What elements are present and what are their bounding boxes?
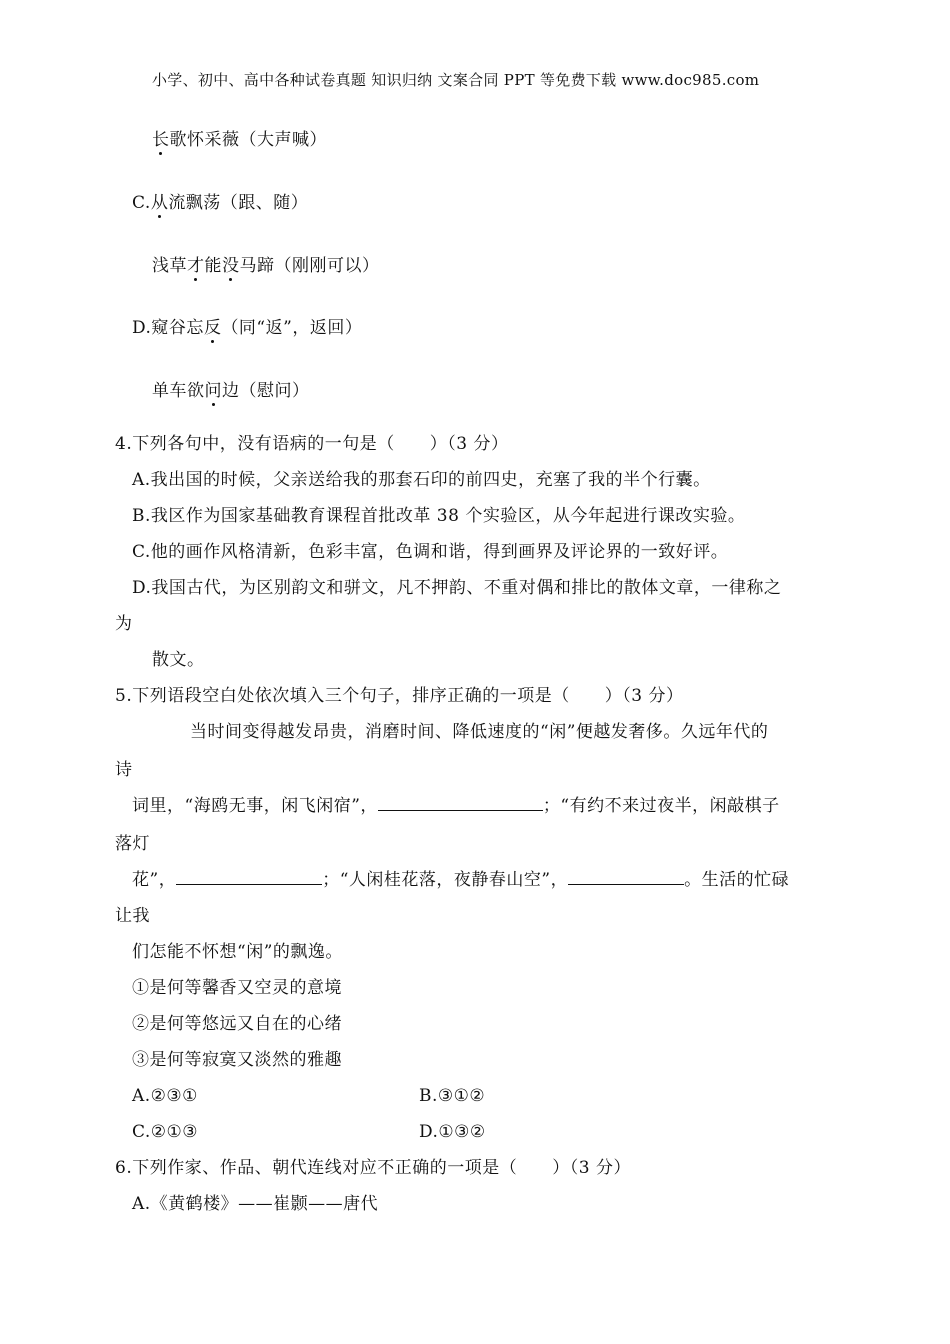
- q3-option-c-line2: 浅草才能没马蹄（刚刚可以）: [152, 256, 380, 276]
- emphasis-dot-char: 从: [150, 193, 169, 213]
- emphasis-dot-char: 才: [187, 256, 205, 276]
- q5-sentence-3: ③是何等寂寞又淡然的雅趣: [132, 1050, 342, 1070]
- q5-option-c: C.②①③: [132, 1122, 199, 1142]
- q3-option-d-line1: D.窥谷忘反（同“返”，返回）: [132, 318, 363, 338]
- q6-option-a: A.《黄鹤楼》——崔颢——唐代: [132, 1194, 379, 1214]
- q5-option-a: A.②③①: [132, 1086, 198, 1106]
- answer-blank: [378, 796, 543, 811]
- q4-option-c: C.他的画作风格清新，色彩丰富，色调和谐，得到画界及评论界的一致好评。: [132, 542, 729, 562]
- q3-option-c-line1: C.从流飘荡（跟、随）: [132, 193, 309, 213]
- q5-sentence-1: ①是何等馨香又空灵的意境: [132, 978, 342, 998]
- q5-stem: 5.下列语段空白处依次填入三个句子，排序正确的一项是（ ）（3 分）: [115, 686, 684, 706]
- q3-option-b-line2: 长歌怀采薇（大声喊）: [152, 130, 327, 150]
- q5-passage-line4: 们怎能不怀想“闲”的飘逸。: [132, 942, 343, 962]
- q4-stem: 4.下列各句中，没有语病的一句是（ ）（3 分）: [115, 434, 509, 454]
- q5-option-b: B.③①②: [419, 1086, 486, 1106]
- emphasis-dot-char: 反: [203, 318, 222, 338]
- q5-passage-line2-wrap: 落灯: [115, 834, 150, 854]
- q5-passage-line1-wrap: 诗: [115, 760, 133, 780]
- q5-passage-line1: 当时间变得越发昂贵，消磨时间、降低速度的“闲”便越发奢侈。久远年代的: [190, 722, 769, 742]
- q3-option-d-line2: 单车欲问边（慰问）: [152, 381, 310, 401]
- q4-option-d-line2: 为: [115, 614, 133, 634]
- page-header: 小学、初中、高中各种试卷真题 知识归纳 文案合同 PPT 等免费下载 www.doc985.com: [152, 71, 760, 89]
- q5-passage-line2: 词里，“海鸥无事，闲飞闲宿”， ；“有约不来过夜半，闲敲棋子: [132, 796, 780, 816]
- emphasis-dot-char: 没: [222, 256, 240, 276]
- q4-option-d-line3: 散文。: [152, 650, 205, 670]
- emphasis-dot-char: 问: [204, 381, 222, 401]
- q6-stem: 6.下列作家、作品、朝代连线对应不正确的一项是（ ）（3 分）: [115, 1158, 631, 1178]
- q5-passage-line3-wrap: 让我: [115, 906, 150, 926]
- q5-passage-line3: 花”， ；“人闲桂花落，夜静春山空”， 。生活的忙碌: [132, 870, 790, 890]
- answer-blank: [176, 870, 322, 885]
- q5-sentence-2: ②是何等悠远又自在的心绪: [132, 1014, 342, 1034]
- q4-option-b: B.我区作为国家基础教育课程首批改革 38 个实验区，从今年起进行课改实验。: [132, 506, 746, 526]
- emphasis-dot-char: 长: [152, 130, 170, 150]
- q4-option-a: A.我出国的时候，父亲送给我的那套石印的前四史，充塞了我的半个行囊。: [132, 470, 711, 490]
- q4-option-d-line1: D.我国古代，为区别韵文和骈文，凡不押韵、不重对偶和排比的散体文章，一律称之: [132, 578, 782, 598]
- answer-blank: [568, 870, 684, 885]
- q5-option-d: D.①③②: [419, 1122, 486, 1142]
